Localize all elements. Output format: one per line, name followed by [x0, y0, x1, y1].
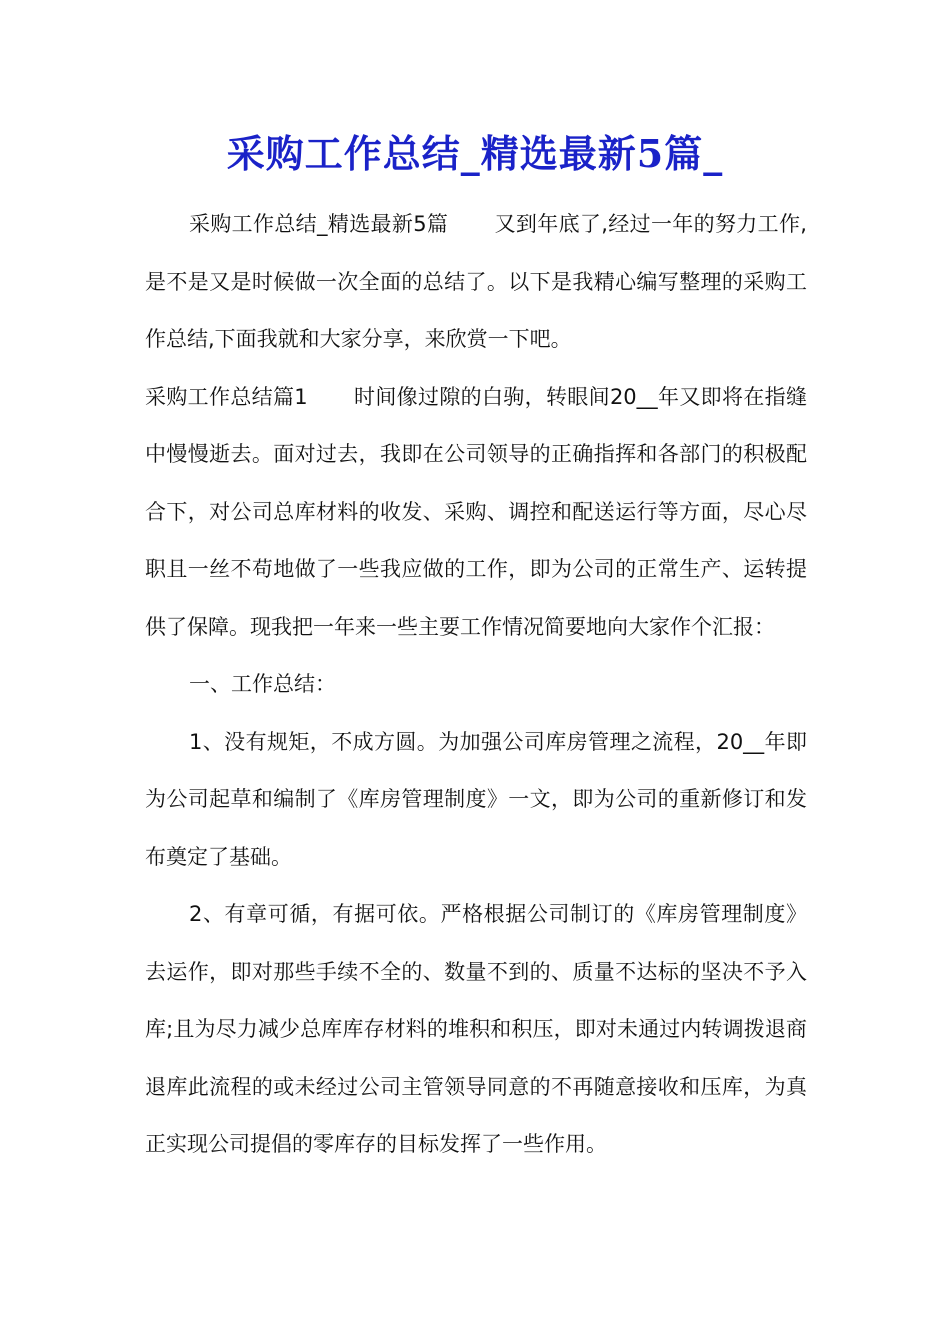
- section-heading: 一、工作总结：: [189, 672, 336, 696]
- intro-text: 又到年底了,经过一年的努力工作,是不是又是时候做一次全面的总结了。以下是我精心编写整理的采购工作总结,下面我就和大家分享，来欣赏一下吧。: [145, 212, 807, 351]
- section1-lead: 采购工作总结篇1: [145, 384, 308, 409]
- intro-paragraph: [145, 196, 807, 369]
- list-item: 2、有章可循，有据可依。严格根据公司制订的《库房管理制度》去运作，即对那些手续不全的、数量不到的、质量不达标的坚决不予入库;且为尽力减少总库库存材料的堆积和积压，即对未通过内转调拨退商退库此流程的或未经过公司主管领导同意的不再随意接收和压库，为真正实现公司提倡的零库存的目标发挥了一些作用。: [145, 902, 807, 1156]
- section1-paragraph: [145, 369, 807, 657]
- document-title: 采购工作总结_精选最新5篇_: [226, 131, 724, 176]
- section1-text: 时间像过隙的白驹，转眼间20__年又即将在指缝中慢慢逝去。面对过去，我即在公司领导的正确指挥和各部门的积极配合下，对公司总库材料的收发、采购、调控和配送运行等方面，尽心尽职且一丝不苟地做了一些我应做的工作，即为公司的正常生产、运转提供了保障。现我把一年来一些主要工作情况简要地向大家作个汇报：: [145, 384, 807, 639]
- list-item: 1、没有规矩，不成方圆。为加强公司库房管理之流程，20__年即为公司起草和编制了《库房管理制度》一文，即为公司的重新修订和发布奠定了基础。: [145, 729, 807, 869]
- document-body: [145, 196, 807, 1174]
- intro-lead: 采购工作总结_精选最新5篇: [189, 212, 449, 236]
